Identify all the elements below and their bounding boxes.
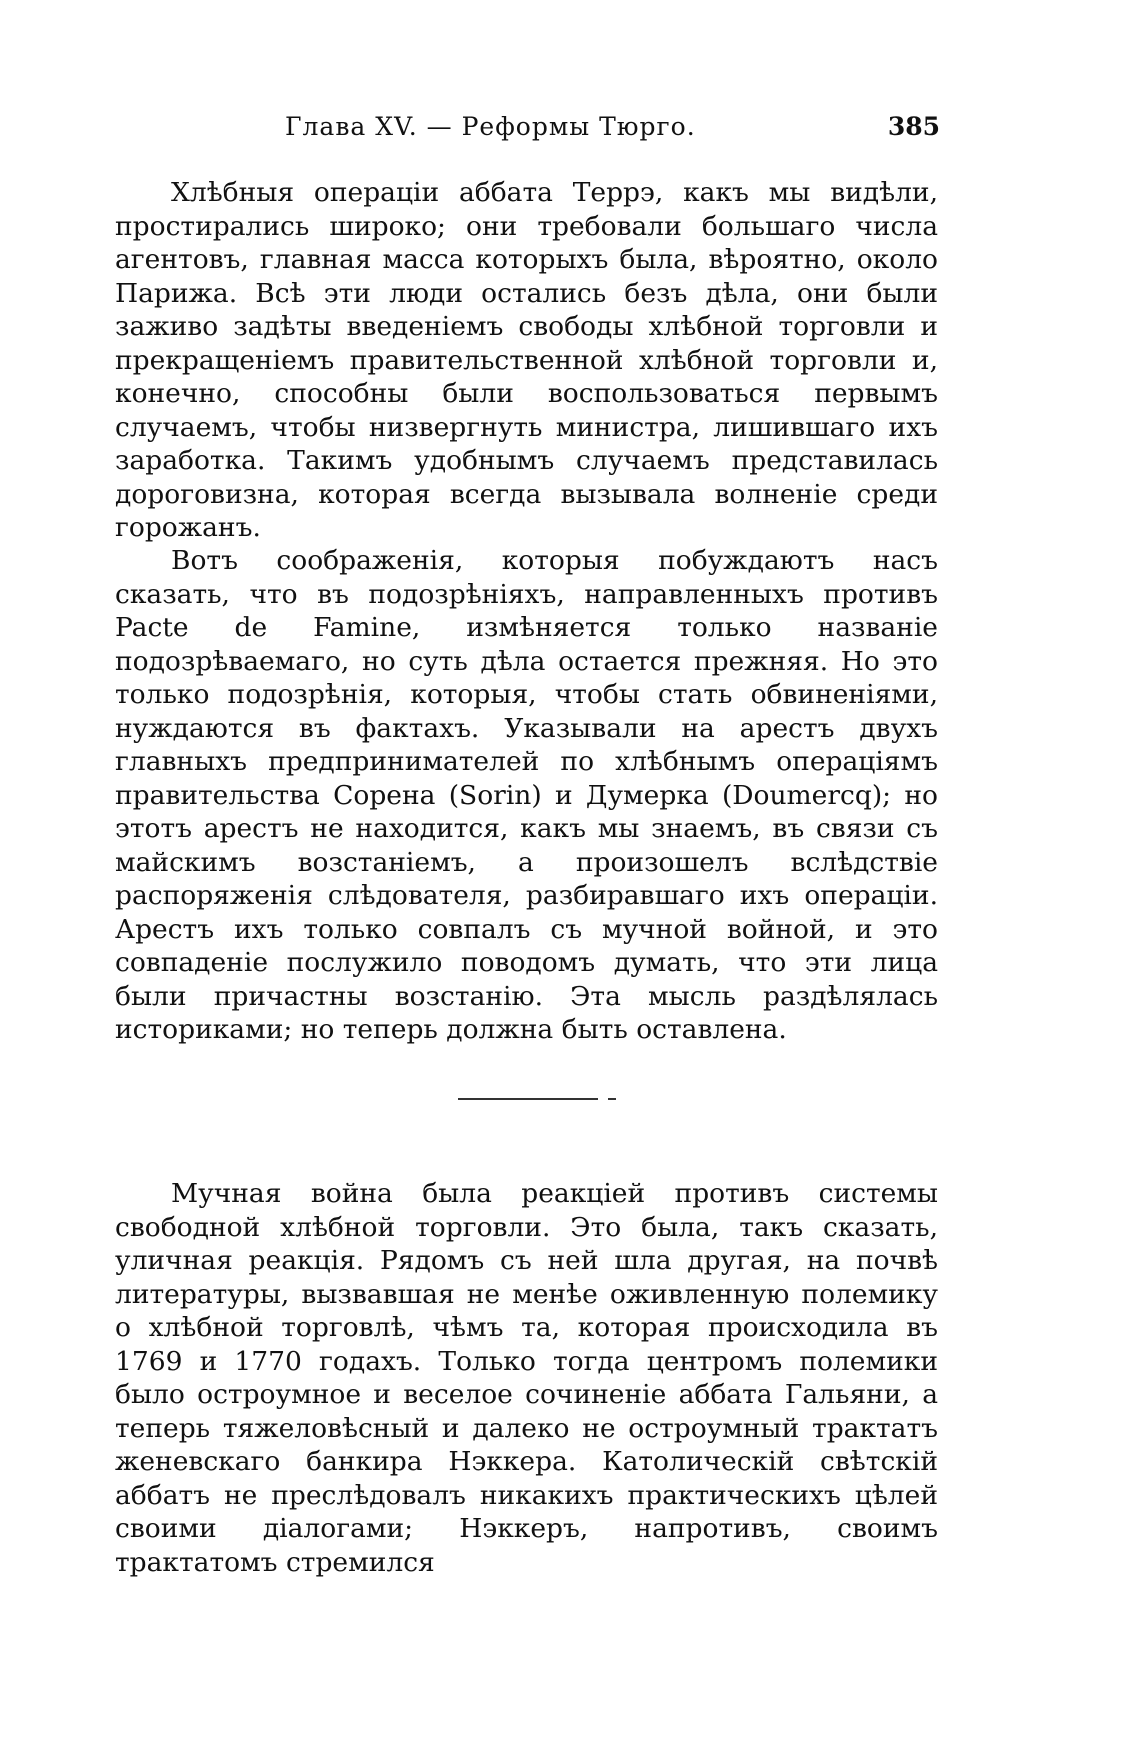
chapter-title: Глава XV. — Реформы Тюрго. [285, 112, 696, 141]
paragraph-1: Хлѣбныя операціи аббата Террэ, какъ мы видѣли, простирались широко; они требовали большаго числа агентовъ, главная масса которыхъ была, вѣроятно, около Парижа. Всѣ эти люди остались безъ дѣла, они были заживо задѣты введеніемъ свободы хлѣбной торговли и прекращеніемъ правительственной хлѣбной торговли и, конечно, способны были воспользоваться первымъ случаемъ, чтобы низвергнуть министра, лишившаго ихъ заработка. Такимъ удобнымъ случаемъ представилась дороговизна, которая всегда вызывала волненіе среди горожанъ. [115, 177, 938, 543]
section-separator [458, 1098, 598, 1102]
page-number: 385 [887, 112, 940, 141]
running-header [285, 112, 940, 152]
paragraph-3: Мучная война была реакціей противъ системы свободной хлѣбной торговли. Это была, такъ сказать, уличная реакція. Рядомъ съ ней шла другая, на почвѣ литературы, вызвавшая не менѣе оживленную полемику о хлѣбной торговлѣ, чѣмъ та, которая происходила въ 1769 и 1770 годахъ. Только тогда центромъ полемики было остроумное и веселое сочиненіе аббата Гальяни, а теперь тяжеловѣсный и далеко не остроумный трактатъ женевскаго банкира Нэккера. Католическій свѣтскій аббатъ не преслѣдовалъ никакихъ практическихъ цѣлей своими діалогами; Нэккеръ, напротивъ, своимъ трактатомъ стремился [115, 1178, 938, 1578]
separator-dash [608, 1098, 616, 1100]
paragraph-2: Вотъ соображенія, которыя побуждаютъ насъ сказать, что въ подозрѣніяхъ, направленныхъ противъ Pacte de Famine, измѣняется только названіе подозрѣваемаго, но суть дѣла остается прежняя. Но это только подозрѣнія, которыя, чтобы стать обвиненіями, нуждаются въ фактахъ. Указывали на арестъ двухъ главныхъ предпринимателей по хлѣбнымъ операціямъ правительства Сорена (Sorin) и Думерка (Doumercq); но этотъ арестъ не находится, какъ мы знаемъ, въ связи съ майскимъ возстаніемъ, а произошелъ вслѣдствіе распоряженія слѣдователя, разбиравшаго ихъ операціи. Арестъ ихъ только совпалъ съ мучной войной, и это совпаденіе послужило поводомъ думать, что эти лица были причастны возстанію. Эта мысль раздѣлялась историками; но теперь должна быть оставлена. [115, 545, 938, 1045]
